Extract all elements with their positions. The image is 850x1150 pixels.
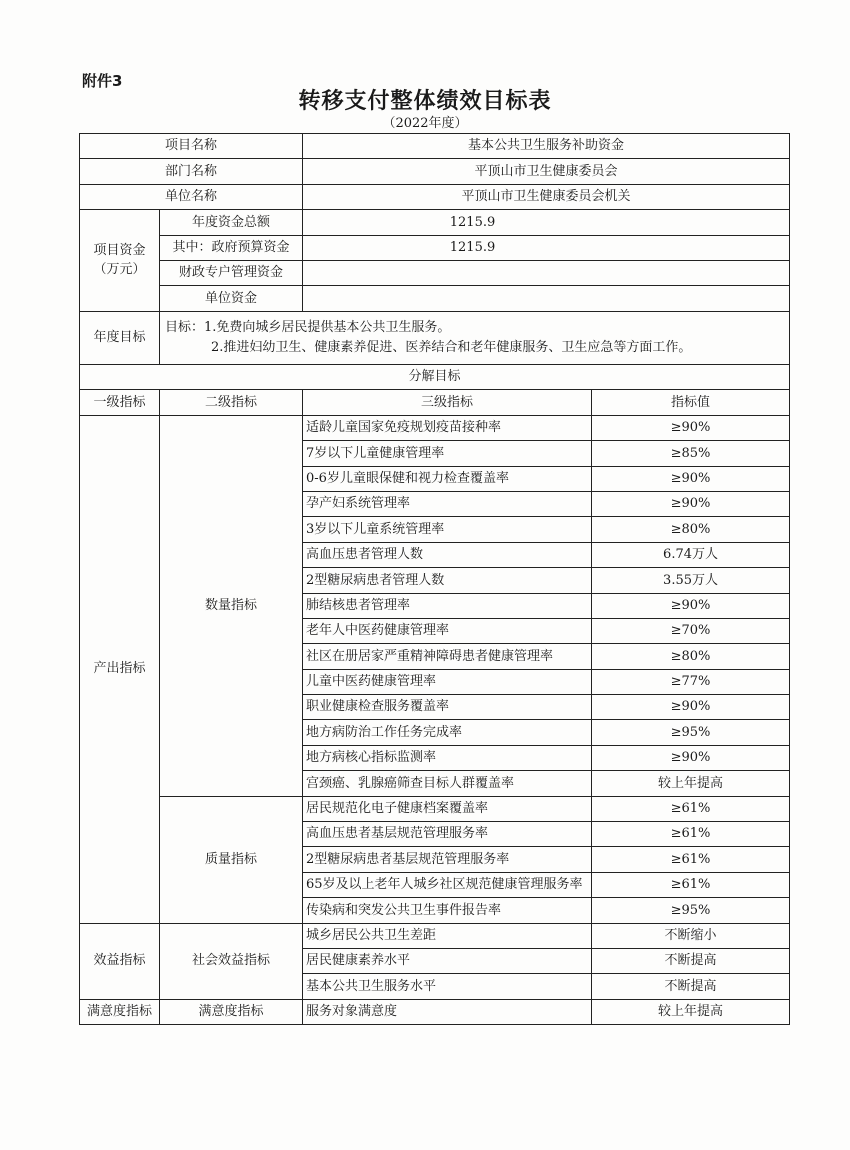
indicator-value: 不断提高 <box>592 974 790 999</box>
group-satisfaction-l2: 满意度指标 <box>160 999 303 1024</box>
page-title: 转移支付整体绩效目标表 <box>298 88 552 114</box>
indicator-name: 地方病核心指标监测率 <box>303 745 592 770</box>
funds-total-value: 1215.9 <box>303 210 790 235</box>
table-row <box>80 999 790 1024</box>
performance-table <box>79 133 790 1025</box>
unit-label: 单位名称 <box>80 184 303 209</box>
funds-special-value <box>303 260 790 285</box>
indicator-value: ≥90% <box>592 745 790 770</box>
indicator-name: 65岁及以上老年人城乡社区规范健康管理服务率 <box>303 872 592 897</box>
indicator-value: ≥77% <box>592 669 790 694</box>
indicator-value: ≥90% <box>592 491 790 516</box>
group-output: 产出指标 <box>80 415 160 923</box>
indicator-value: ≥90% <box>592 466 790 491</box>
dept-label: 部门名称 <box>80 159 303 184</box>
indicator-value: ≥61% <box>592 796 790 821</box>
funds-label <box>80 210 160 312</box>
dept-row <box>80 159 790 184</box>
indicator-value: ≥90% <box>592 415 790 440</box>
indicator-name: 老年人中医药健康管理率 <box>303 618 592 643</box>
annual-goal-text <box>160 311 790 364</box>
funds-unit-label: 单位资金 <box>160 286 303 311</box>
col-value-header: 指标值 <box>592 390 790 415</box>
indicator-value: ≥80% <box>592 517 790 542</box>
indicator-name: 居民健康素养水平 <box>303 949 592 974</box>
attachment-label: 附件3 <box>82 72 123 90</box>
indicator-name: 地方病防治工作任务完成率 <box>303 720 592 745</box>
group-quality: 质量指标 <box>160 796 303 923</box>
indicator-name: 儿童中医药健康管理率 <box>303 669 592 694</box>
indicator-value: ≥80% <box>592 644 790 669</box>
indicator-name: 孕产妇系统管理率 <box>303 491 592 516</box>
indicator-name: 传染病和突发公共卫生事件报告率 <box>303 898 592 923</box>
annual-goal-label: 年度目标 <box>80 311 160 364</box>
funds-special-label: 财政专户管理资金 <box>160 260 303 285</box>
group-benefit: 效益指标 <box>80 923 160 999</box>
funds-gov-value: 1215.9 <box>303 235 790 260</box>
funds-total-label: 年度资金总额 <box>160 210 303 235</box>
indicator-name: 肺结核患者管理率 <box>303 593 592 618</box>
project-name-label: 项目名称 <box>80 134 303 159</box>
funds-label-line1: 项目资金 <box>93 242 146 258</box>
indicator-name: 0-6岁儿童眼保健和视力检查覆盖率 <box>303 466 592 491</box>
annual-goal-row <box>80 311 790 364</box>
indicator-name: 城乡居民公共卫生差距 <box>303 923 592 948</box>
indicator-value: 3.55万人 <box>592 568 790 593</box>
table-row <box>80 923 790 948</box>
indicator-name: 7岁以下儿童健康管理率 <box>303 441 592 466</box>
year-subtitle: （2022年度） <box>382 116 468 131</box>
indicator-name: 高血压患者基层规范管理服务率 <box>303 822 592 847</box>
annual-goal-line1: 目标：1.免费向城乡居民提供基本公共卫生服务。 <box>165 319 451 335</box>
funds-unit-value <box>303 286 790 311</box>
indicator-value: ≥85% <box>592 441 790 466</box>
funds-gov-row <box>80 235 790 260</box>
indicator-name: 职业健康检查服务覆盖率 <box>303 695 592 720</box>
table-row <box>80 415 790 440</box>
col-level1-header: 一级指标 <box>80 390 160 415</box>
indicator-value: ≥70% <box>592 618 790 643</box>
indicator-value: ≥95% <box>592 898 790 923</box>
funds-label-line2: （万元） <box>93 262 146 278</box>
table-row <box>80 796 790 821</box>
project-name-value: 基本公共卫生服务补助资金 <box>303 134 790 159</box>
group-quantity: 数量指标 <box>160 415 303 796</box>
indicator-value: ≥95% <box>592 720 790 745</box>
indicator-value: ≥61% <box>592 822 790 847</box>
indicator-value: ≥61% <box>592 847 790 872</box>
group-social: 社会效益指标 <box>160 923 303 999</box>
indicator-name: 社区在册居家严重精神障碍患者健康管理率 <box>303 644 592 669</box>
indicator-name: 服务对象满意度 <box>303 999 592 1024</box>
project-name-row <box>80 134 790 159</box>
indicator-value: ≥90% <box>592 695 790 720</box>
funds-total-row <box>80 210 790 235</box>
funds-unit-row <box>80 286 790 311</box>
indicator-name: 适龄儿童国家免疫规划疫苗接种率 <box>303 415 592 440</box>
indicator-name: 基本公共卫生服务水平 <box>303 974 592 999</box>
indicator-value: 不断缩小 <box>592 923 790 948</box>
dept-value: 平顶山市卫生健康委员会 <box>303 159 790 184</box>
indicator-value: 较上年提高 <box>592 771 790 796</box>
funds-special-row <box>80 260 790 285</box>
unit-value: 平顶山市卫生健康委员会机关 <box>303 184 790 209</box>
indicator-name: 居民规范化电子健康档案覆盖率 <box>303 796 592 821</box>
group-satisfaction-l1: 满意度指标 <box>80 999 160 1024</box>
indicator-value: ≥90% <box>592 593 790 618</box>
indicator-value: ≥61% <box>592 872 790 897</box>
column-header-row <box>80 390 790 415</box>
indicator-name: 2型糖尿病患者管理人数 <box>303 568 592 593</box>
indicator-value: 不断提高 <box>592 949 790 974</box>
annual-goal-line2: 2.推进妇幼卫生、健康素养促进、医养结合和老年健康服务、卫生应急等方面工作。 <box>211 339 692 355</box>
indicator-value: 6.74万人 <box>592 542 790 567</box>
indicator-name: 2型糖尿病患者基层规范管理服务率 <box>303 847 592 872</box>
col-level2-header: 二级指标 <box>160 390 303 415</box>
indicator-name: 宫颈癌、乳腺癌筛查目标人群覆盖率 <box>303 771 592 796</box>
funds-gov-label: 其中：政府预算资金 <box>160 235 303 260</box>
indicator-value: 较上年提高 <box>592 999 790 1024</box>
indicator-name: 3岁以下儿童系统管理率 <box>303 517 592 542</box>
col-level3-header: 三级指标 <box>303 390 592 415</box>
breakdown-title: 分解目标 <box>80 365 790 390</box>
indicator-name: 高血压患者管理人数 <box>303 542 592 567</box>
unit-row <box>80 184 790 209</box>
breakdown-title-row <box>80 365 790 390</box>
